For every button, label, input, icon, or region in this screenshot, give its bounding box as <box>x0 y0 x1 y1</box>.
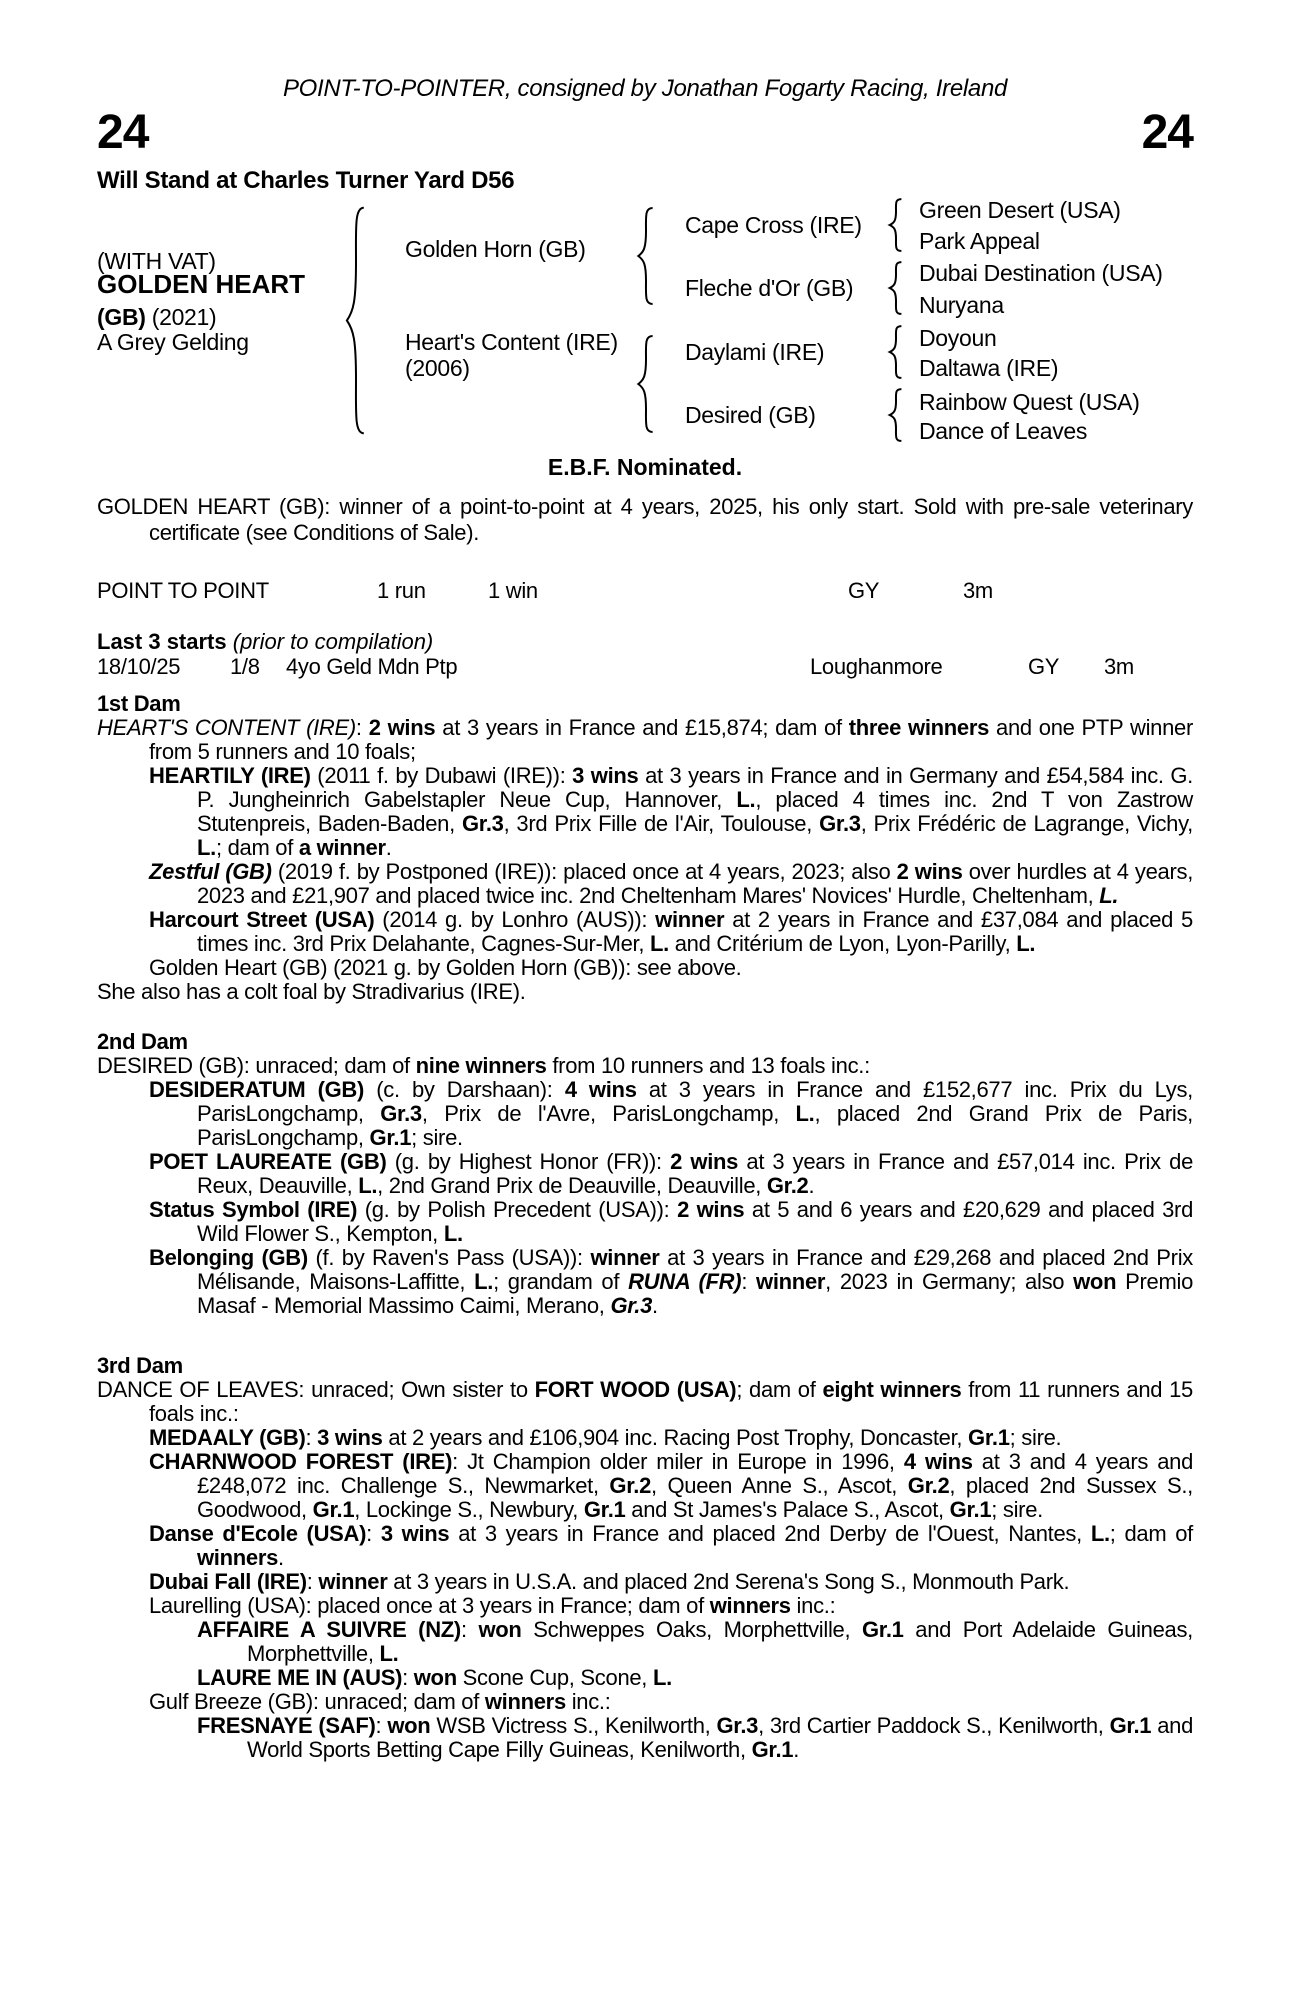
pedigree-brace-gg2 <box>887 261 905 315</box>
pedigree-paragraph: HEART'S CONTENT (IRE): 2 wins at 3 years in France and £15,874; dam of three winners and one PTP winner from 5 runners and 10 foals; <box>97 715 1193 764</box>
last-starts-title: Last 3 starts <box>97 629 227 654</box>
pedigree-paragraph: POET LAUREATE (GB) (g. by Highest Honor (FR)): 2 wins at 3 years in France and £57,014 inc. Prix de Reux, Deauville, L., 2nd Grand Prix de Deauville, Deauville, Gr.2. <box>149 1149 1194 1198</box>
start-position: 1/8 <box>230 654 260 679</box>
pedigree-brace-sire <box>635 206 657 306</box>
pedigree-paragraph: FRESNAYE (SAF): won WSB Victress S., Kenilworth, Gr.3, 3rd Cartier Paddock S., Kenilworth, Gr.1 and World Sports Betting Cape Filly Guineas, Kenilworth, Gr.1. <box>197 1713 1194 1762</box>
race-record-wins: 1 win <box>488 578 538 603</box>
horse-country: (GB) <box>97 304 146 330</box>
start-going: GY <box>1028 654 1060 679</box>
pedigree-brace-dam <box>635 334 657 434</box>
start-distance: 3m <box>1104 654 1134 679</box>
last-starts-heading <box>97 630 1193 654</box>
great-grandparent-3: Dubai Destination (USA) <box>919 260 1163 286</box>
great-grandparent-5: Doyoun <box>919 325 997 351</box>
great-grandparent-7: Rainbow Quest (USA) <box>919 389 1140 415</box>
last-start-row <box>97 654 1193 678</box>
pedigree-paragraph: CHARNWOOD FOREST (IRE): Jt Champion older miler in Europe in 1996, 4 wins at 3 and 4 years and £248,072 inc. Challenge S., Newmarket, Gr.2, Queen Anne S., Ascot, Gr.2, placed 2nd Sussex S., Goodwood, Gr.1, Lockinge S., Newbury, Gr.1 and St James's Palace S., Ascot, Gr.1; sire. <box>149 1449 1194 1522</box>
pedigree-paragraph: DESIDERATUM (GB) (c. by Darshaan): 4 wins at 3 years in France and £152,677 inc. Prix du Lys, ParisLongchamp, Gr.3, Prix de l'Avre, ParisLongchamp, L., placed 2nd Grand Prix de Paris, ParisLongchamp, Gr.1; sire. <box>149 1077 1193 1150</box>
last-starts-note: (prior to compilation) <box>226 629 434 654</box>
pedigree-paragraph: HEARTILY (IRE) (2011 f. by Dubawi (IRE)): 3 wins at 3 years in France and in Germany and £54,584 inc. G. P. Jungheinrich Gabelstapler Neue Cup, Hannover, L., placed 4 times inc. 2nd T von Zastrow Stutenpreis, Baden-Baden, Gr.3, 3rd Prix Fille de l'Air, Toulouse, Gr.3, Prix Frédéric de Lagrange, Vichy, L.; dam of a winner. <box>149 763 1193 860</box>
vat-note: (WITH VAT) <box>97 248 216 274</box>
dam-heading-1: 1st Dam <box>97 691 181 716</box>
great-grandparent-8: Dance of Leaves <box>919 418 1088 444</box>
horse-name: GOLDEN HEART <box>97 269 305 299</box>
pedigree-paragraph: Laurelling (USA): placed once at 3 years in France; dam of winners inc.: <box>149 1593 836 1618</box>
great-grandparent-6: Daltawa (IRE) <box>919 355 1059 381</box>
pedigree-paragraph: AFFAIRE A SUIVRE (NZ): won Schweppes Oaks, Morphettville, Gr.1 and Port Adelaide Guineas, Morphettville, L. <box>197 1617 1193 1666</box>
horse-suffix-year <box>97 304 216 330</box>
race-record-going: GY <box>848 578 880 603</box>
pedigree-paragraph: Golden Heart (GB) (2021 g. by Golden Horn (GB)): see above. <box>149 955 742 980</box>
great-grandparent-1: Green Desert (USA) <box>919 197 1121 223</box>
pedigree-paragraph: Zestful (GB) (2019 f. by Postponed (IRE)): placed once at 4 years, 2023; also 2 wins over hurdles at 4 years, 2023 and £21,907 and placed twice inc. 2nd Cheltenham Mares' Novices' Hurdle, Cheltenham, L. <box>149 859 1194 908</box>
pedigree-paragraph: MEDAALY (GB): 3 wins at 2 years and £106,904 inc. Racing Post Trophy, Doncaster, Gr.1; sire. <box>149 1425 1062 1450</box>
grandsire-2: Daylami (IRE) <box>685 339 825 365</box>
stand-location-line: Will Stand at Charles Turner Yard D56 <box>97 167 515 194</box>
lot-description: GOLDEN HEART (GB): winner of a point-to-point at 4 years, 2025, his only start. Sold with pre-sale veterinary certificate (see Conditions of Sale). <box>97 494 1193 545</box>
pedigree-paragraph: Gulf Breeze (GB): unraced; dam of winners inc.: <box>149 1689 611 1714</box>
horse-year: (2021) <box>151 304 217 330</box>
race-record-row <box>97 578 1193 602</box>
page-content <box>97 0 1193 1762</box>
pedigree-paragraph: Harcourt Street (USA) (2014 g. by Lonhro (AUS)): winner at 2 years in France and £37,084 and placed 5 times inc. 3rd Prix Delahante, Cagnes-Sur-Mer, L. and Critérium de Lyon, Lyon-Parilly, L. <box>149 907 1193 956</box>
dam-heading-2: 2nd Dam <box>97 1029 188 1054</box>
pedigree-paragraph: She also has a colt foal by Stradivarius (IRE). <box>97 979 526 1004</box>
pedigree-brace-main <box>343 203 369 438</box>
lot-number-right: 24 <box>1141 106 1193 159</box>
lot-number-row <box>97 106 1193 159</box>
lot-number-left: 24 <box>97 106 149 159</box>
dam-name: Heart's Content (IRE) <box>405 329 618 355</box>
granddam-2: Desired (GB) <box>685 402 816 428</box>
start-date: 18/10/25 <box>97 654 181 679</box>
granddam-1: Fleche d'Or (GB) <box>685 275 854 301</box>
race-record-runs: 1 run <box>377 578 426 603</box>
pedigree-paragraph: DESIRED (GB): unraced; dam of nine winners from 10 runners and 13 foals inc.: <box>97 1053 870 1078</box>
pedigree-paragraph: Danse d'Ecole (USA): 3 wins at 3 years in France and placed 2nd Derby de l'Ouest, Nantes, L.; dam of winners. <box>149 1521 1193 1570</box>
sire-name: Golden Horn (GB) <box>405 236 586 262</box>
pedigree-paragraph: Status Symbol (IRE) (g. by Polish Precedent (USA)): 2 wins at 5 and 6 years and £20,629 and placed 3rd Wild Flower S., Kempton, L. <box>149 1197 1193 1246</box>
pedigree-brace-gg3 <box>887 325 905 379</box>
pedigree-table <box>97 198 1193 450</box>
horse-description: A Grey Gelding <box>97 329 249 355</box>
pedigree-paragraph: DANCE OF LEAVES: unraced; Own sister to FORT WOOD (USA); dam of eight winners from 11 runners and 15 foals inc.: <box>97 1377 1193 1426</box>
pedigree-brace-gg1 <box>887 198 905 252</box>
start-course: Loughanmore <box>810 654 943 679</box>
great-grandparent-4: Nuryana <box>919 292 1004 318</box>
pedigree-brace-gg4 <box>887 388 905 442</box>
ebf-nominated-line: E.B.F. Nominated. <box>547 454 743 480</box>
race-record-category: POINT TO POINT <box>97 578 269 603</box>
pedigree-paragraph: Dubai Fall (IRE): winner at 3 years in U.S.A. and placed 2nd Serena's Song S., Monmouth Park. <box>149 1569 1070 1594</box>
pedigree-paragraph: Belonging (GB) (f. by Raven's Pass (USA)): winner at 3 years in France and £29,268 and placed 2nd Prix Mélisande, Maisons-Laffitte, L.; grandam of RUNA (FR): winner, 2023 in Germany; also won Premio Masaf - Memorial Massimo Caimi, Merano, Gr.3. <box>149 1245 1194 1318</box>
great-grandparent-2: Park Appeal <box>919 228 1040 254</box>
start-race: 4yo Geld Mdn Ptp <box>286 654 458 679</box>
pedigree-paragraph: LAURE ME IN (AUS): won Scone Cup, Scone, L. <box>197 1665 672 1690</box>
consignor-line: POINT-TO-POINTER, consigned by Jonathan Fogarty Racing, Ireland <box>282 75 1008 102</box>
dam-heading-3: 3rd Dam <box>97 1353 183 1378</box>
race-record-distance: 3m <box>963 578 993 603</box>
dam-year: (2006) <box>405 355 470 381</box>
grandsire-1: Cape Cross (IRE) <box>685 212 862 238</box>
